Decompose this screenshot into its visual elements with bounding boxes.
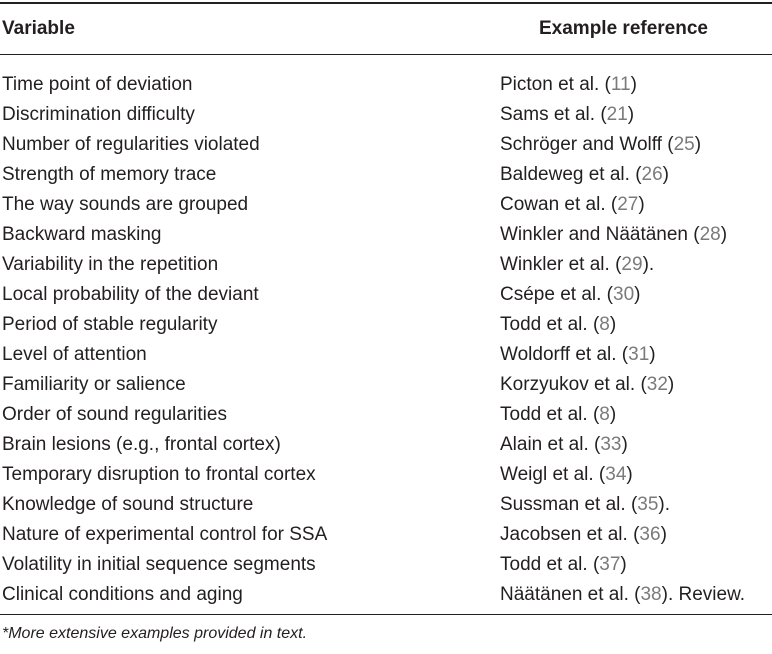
reference-suffix: ) bbox=[626, 464, 633, 485]
reference-suffix: ) bbox=[694, 134, 702, 155]
table-row bbox=[0, 130, 772, 160]
table-bottom-rule bbox=[0, 614, 772, 615]
reference-authors: Todd et al. ( bbox=[500, 404, 600, 425]
table-header-rule bbox=[0, 54, 772, 55]
table-row bbox=[0, 490, 772, 520]
reference-cell bbox=[500, 550, 627, 580]
variable-cell: Knowledge of sound structure bbox=[2, 494, 254, 515]
table-row bbox=[0, 280, 772, 310]
table-row bbox=[0, 460, 772, 490]
table-row bbox=[0, 580, 772, 610]
reference-cell bbox=[500, 370, 674, 400]
variable-cell: Backward masking bbox=[2, 224, 162, 245]
variable-cell: Period of stable regularity bbox=[2, 314, 218, 335]
variable-cell: Order of sound regularities bbox=[2, 404, 227, 425]
table-row bbox=[0, 250, 772, 280]
reference-authors: Cowan et al. ( bbox=[500, 194, 618, 215]
reference-suffix: ). bbox=[642, 254, 655, 275]
variable-cell: Brain lesions (e.g., frontal cortex) bbox=[2, 434, 281, 455]
reference-cell bbox=[500, 130, 701, 160]
variable-cell: Number of regularities violated bbox=[2, 134, 260, 155]
reference-cell bbox=[500, 430, 628, 460]
reference-citation-number[interactable]: 27 bbox=[617, 194, 639, 215]
reference-cell bbox=[500, 160, 669, 190]
variable-cell: The way sounds are grouped bbox=[2, 194, 249, 215]
variable-cell: Level of attention bbox=[2, 344, 147, 365]
variable-cell: Familiarity or salience bbox=[2, 374, 186, 395]
reference-citation-number[interactable]: 36 bbox=[639, 524, 661, 545]
variable-cell: Strength of memory trace bbox=[2, 164, 217, 185]
reference-authors: Weigl et al. ( bbox=[500, 464, 606, 485]
header-variable: Variable bbox=[2, 18, 75, 39]
reference-suffix: ). Review. bbox=[661, 584, 746, 605]
reference-authors: Korzyukov et al. ( bbox=[500, 374, 647, 395]
reference-citation-number[interactable]: 32 bbox=[646, 374, 668, 395]
variable-cell: Local probability of the deviant bbox=[2, 284, 259, 305]
table-row bbox=[0, 160, 772, 190]
reference-authors: Sussman et al. ( bbox=[500, 494, 638, 515]
reference-citation-number[interactable]: 8 bbox=[599, 314, 610, 335]
reference-citation-number[interactable]: 25 bbox=[673, 134, 695, 155]
reference-suffix: ) bbox=[621, 434, 628, 455]
reference-citation-number[interactable]: 21 bbox=[606, 104, 628, 125]
reference-suffix: ) bbox=[649, 344, 656, 365]
reference-cell bbox=[500, 520, 667, 550]
reference-cell bbox=[500, 220, 727, 250]
reference-citation-number[interactable]: 26 bbox=[641, 164, 663, 185]
reference-authors: Jacobsen et al. ( bbox=[500, 524, 640, 545]
reference-cell bbox=[500, 190, 645, 220]
variable-cell: Time point of deviation bbox=[2, 74, 193, 95]
table-row bbox=[0, 310, 772, 340]
reference-suffix: ) bbox=[638, 194, 645, 215]
reference-citation-number[interactable]: 33 bbox=[600, 434, 622, 455]
header-example-reference: Example reference bbox=[539, 18, 708, 39]
reference-suffix: ) bbox=[660, 524, 667, 545]
reference-cell bbox=[500, 280, 640, 310]
reference-cell bbox=[500, 310, 616, 340]
variable-cell: Variability in the repetition bbox=[2, 254, 219, 275]
table-header-row bbox=[0, 0, 772, 56]
reference-authors: Winkler and Näätänen ( bbox=[500, 224, 700, 245]
reference-suffix: ) bbox=[627, 104, 635, 125]
reference-suffix: ) bbox=[662, 164, 669, 185]
reference-authors: Todd et al. ( bbox=[500, 554, 600, 575]
reference-authors: Winkler et al. ( bbox=[500, 254, 622, 275]
table-row bbox=[0, 190, 772, 220]
reference-suffix: ) bbox=[667, 374, 675, 395]
reference-citation-number[interactable]: 29 bbox=[621, 254, 643, 275]
reference-authors: Alain et al. ( bbox=[500, 434, 601, 455]
table-body bbox=[0, 70, 772, 610]
reference-cell bbox=[500, 490, 670, 520]
reference-suffix: ) bbox=[620, 554, 627, 575]
reference-cell bbox=[500, 100, 634, 130]
reference-cell bbox=[500, 460, 633, 490]
variable-cell: Discrimination difficulty bbox=[2, 104, 195, 125]
table-row bbox=[0, 550, 772, 580]
reference-citation-number[interactable]: 30 bbox=[613, 284, 635, 305]
reference-suffix: ) bbox=[609, 314, 617, 335]
table-footnote: *More extensive examples provided in text. bbox=[2, 625, 308, 642]
variable-cell: Clinical conditions and aging bbox=[2, 584, 243, 605]
reference-citation-number[interactable]: 8 bbox=[599, 404, 610, 425]
table-row bbox=[0, 70, 772, 100]
reference-suffix: ) bbox=[634, 284, 641, 305]
reference-citation-number[interactable]: 34 bbox=[605, 464, 627, 485]
reference-citation-number[interactable]: 28 bbox=[699, 224, 721, 245]
reference-citation-number[interactable]: 11 bbox=[610, 74, 631, 95]
reference-citation-number[interactable]: 38 bbox=[640, 584, 662, 605]
reference-authors: Picton et al. ( bbox=[500, 74, 611, 95]
reference-citation-number[interactable]: 35 bbox=[637, 494, 659, 515]
table-row bbox=[0, 400, 772, 430]
variable-cell: Temporary disruption to frontal cortex bbox=[2, 464, 316, 485]
reference-cell bbox=[500, 340, 656, 370]
variable-cell: Volatility in initial sequence segments bbox=[2, 554, 316, 575]
reference-authors: Schröger and Wolff ( bbox=[500, 134, 674, 155]
variable-cell: Nature of experimental control for SSA bbox=[2, 524, 328, 545]
reference-suffix: ) bbox=[720, 224, 728, 245]
table-row bbox=[0, 340, 772, 370]
reference-cell bbox=[500, 70, 637, 100]
reference-citation-number[interactable]: 31 bbox=[628, 344, 650, 365]
reference-cell bbox=[500, 400, 616, 430]
table-row bbox=[0, 370, 772, 400]
table-row bbox=[0, 430, 772, 460]
reference-suffix: ) bbox=[630, 74, 637, 95]
reference-authors: Näätänen et al. ( bbox=[500, 584, 641, 605]
reference-authors: Woldorff et al. ( bbox=[500, 344, 629, 365]
reference-suffix: ) bbox=[609, 404, 617, 425]
reference-cell bbox=[500, 580, 745, 610]
reference-citation-number[interactable]: 37 bbox=[599, 554, 621, 575]
reference-authors: Csépe et al. ( bbox=[500, 284, 613, 305]
reference-authors: Baldeweg et al. ( bbox=[500, 164, 642, 185]
reference-suffix: ). bbox=[658, 494, 671, 515]
reference-authors: Todd et al. ( bbox=[500, 314, 600, 335]
table-row bbox=[0, 520, 772, 550]
table-row bbox=[0, 100, 772, 130]
reference-authors: Sams et al. ( bbox=[500, 104, 607, 125]
reference-cell bbox=[500, 250, 654, 280]
table-row bbox=[0, 220, 772, 250]
